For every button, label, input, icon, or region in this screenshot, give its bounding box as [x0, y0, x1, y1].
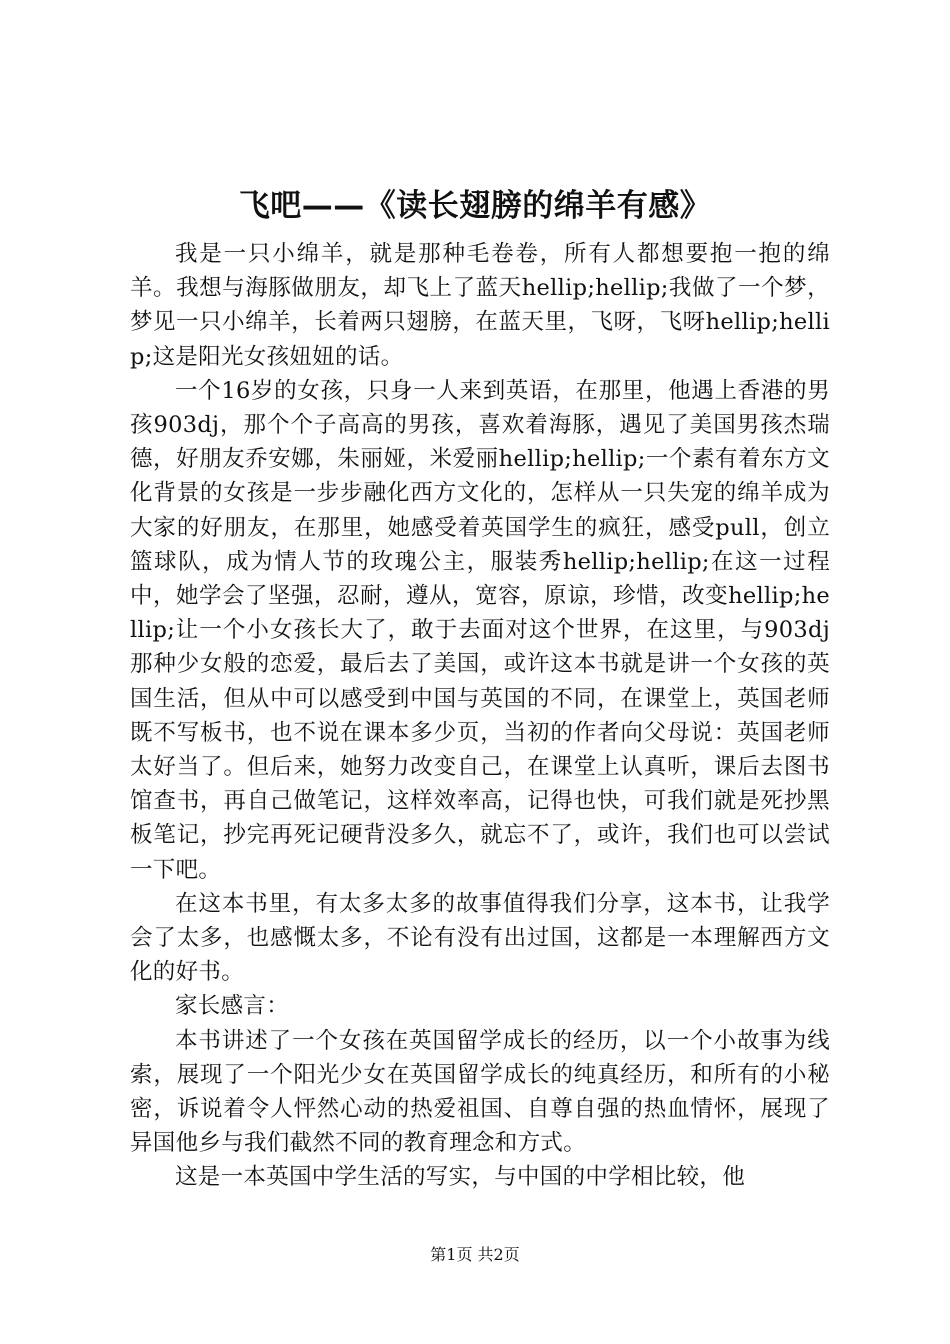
paragraph-2: 一个16岁的女孩，只身一人来到英语，在那里，他遇上香港的男孩903dj，那个个子高高的男孩，喜欢着海豚，遇见了美国男孩杰瑞德，好朋友乔安娜，朱丽娅，米爱丽hellip;hellip;一个素有着东方文化背景的女孩是一步步融化西方文化的，怎样从一只失宠的绵羊成为大家的好朋友，在那里，她感受着英国学生的疯狂，感受pull，创立篮球队，成为情人节的玫瑰公主，服装秀hellip;hellip;在这一过程中，她学会了坚强，忍耐，遵从，宽容，原谅，珍惜，改变hellip;hellip;让一个小女孩长大了，敢于去面对这个世界，在这里，与903dj那种少女般的恋爱，最后去了美国，或许这本书就是讲一个女孩的英国生活，但从中可以感受到中国与英国的不同，在课堂上，英国老师既不写板书，也不说在课本多少页，当初的作者向父母说：英国老师太好当了。但后来，她努力改变自己，在课堂上认真听，课后去图书馆查书，再自己做笔记，这样效率高，记得也快，可我们就是死抄黑板笔记，抄完再死记硬背没多久，就忘不了，或许，我们也可以尝试一下吧。 [130, 377, 830, 883]
paragraph-5: 本书讲述了一个女孩在英国留学成长的经历，以一个小故事为线索，展现了一个阳光少女在英国留学成长的纯真经历，和所有的小秘密，诉说着令人怦然心动的热爱祖国、自尊自强的热血情怀，展现了异国他乡与我们截然不同的教育理念和方式。 [130, 1027, 830, 1157]
paragraph-4: 家长感言： [175, 993, 290, 1020]
paragraph-1: 我是一只小绵羊，就是那种毛卷卷，所有人都想要抱一抱的绵羊。我想与海豚做朋友，却飞上了蓝天hellip;hellip;我做了一个梦，梦见一只小绵羊，长着两只翅膀，在蓝天里，飞呀，飞呀hellip;hellip;这是阳光女孩妞妞的话。 [130, 241, 830, 370]
paragraph-3: 在这本书里，有太多太多的故事值得我们分享，这本书，让我学会了太多，也感慨太多，不论有没有出过国，这都是一本理解西方文化的好书。 [130, 890, 830, 986]
document-body [130, 237, 830, 1195]
page-footer: 第1页 共2页 [430, 1245, 520, 1264]
document-title: 飞吧——《读长翅膀的绵羊有感》 [238, 188, 712, 224]
paragraph-6: 这是一本英国中学生活的写实，与中国的中学相比较，他 [175, 1164, 746, 1191]
